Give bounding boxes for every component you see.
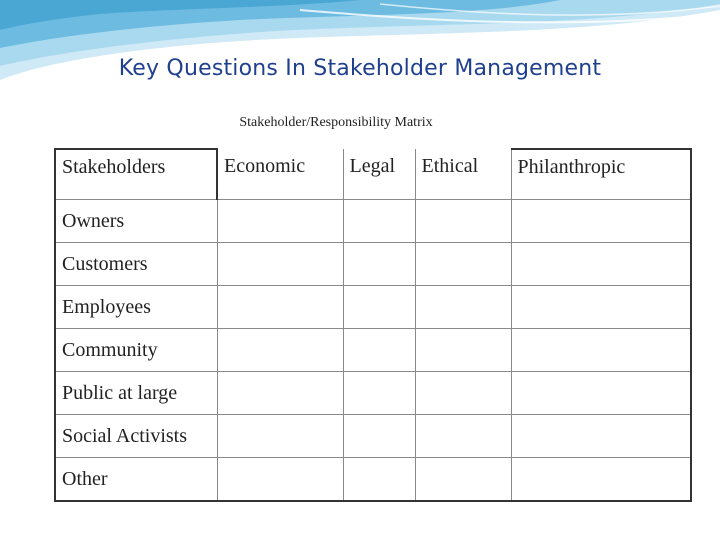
column-header-legal: Legal [343,149,415,200]
table-cell [511,372,691,415]
table-cell [343,243,415,286]
table-row [55,286,691,329]
page-title: Key Questions In Stakeholder Management [118,56,602,81]
table-cell [217,200,343,243]
table-cell [217,458,343,502]
row-label-employees: Employees [55,286,217,329]
row-label-owners: Owners [55,200,217,243]
row-label-customers: Customers [55,243,217,286]
table-cell [415,243,511,286]
table-cell [343,458,415,502]
table-cell [415,286,511,329]
table-row [55,415,691,458]
table-cell [511,243,691,286]
table-cell [217,415,343,458]
table-cell [415,200,511,243]
stakeholder-responsibility-matrix [54,148,692,502]
table-cell [415,458,511,502]
row-label-social-activists: Social Activists [55,415,217,458]
table-cell [343,415,415,458]
column-header-economic: Economic [217,149,343,200]
table-cell [511,200,691,243]
table-cell [217,286,343,329]
table-cell [511,286,691,329]
table-cell [217,329,343,372]
table-cell [343,286,415,329]
matrix-caption: Stakeholder/Responsibility Matrix [239,115,433,130]
table-row [55,458,691,502]
table-cell [415,415,511,458]
table-cell [415,372,511,415]
row-label-community: Community [55,329,217,372]
row-label-public-at-large: Public at large [55,372,217,415]
table-row [55,200,691,243]
table-cell [511,329,691,372]
row-label-other: Other [55,458,217,502]
header-row [55,149,691,200]
table-cell [511,415,691,458]
column-header-ethical: Ethical [415,149,511,200]
table-row [55,243,691,286]
table-cell [511,458,691,502]
column-header-stakeholders: Stakeholders [55,149,217,200]
table-row [55,329,691,372]
table-cell [343,200,415,243]
table-cell [415,329,511,372]
table-cell [217,372,343,415]
table-cell [343,329,415,372]
table-cell [343,372,415,415]
column-header-philanthropic: Philanthropic [511,149,691,200]
table-row [55,372,691,415]
table-cell [217,243,343,286]
